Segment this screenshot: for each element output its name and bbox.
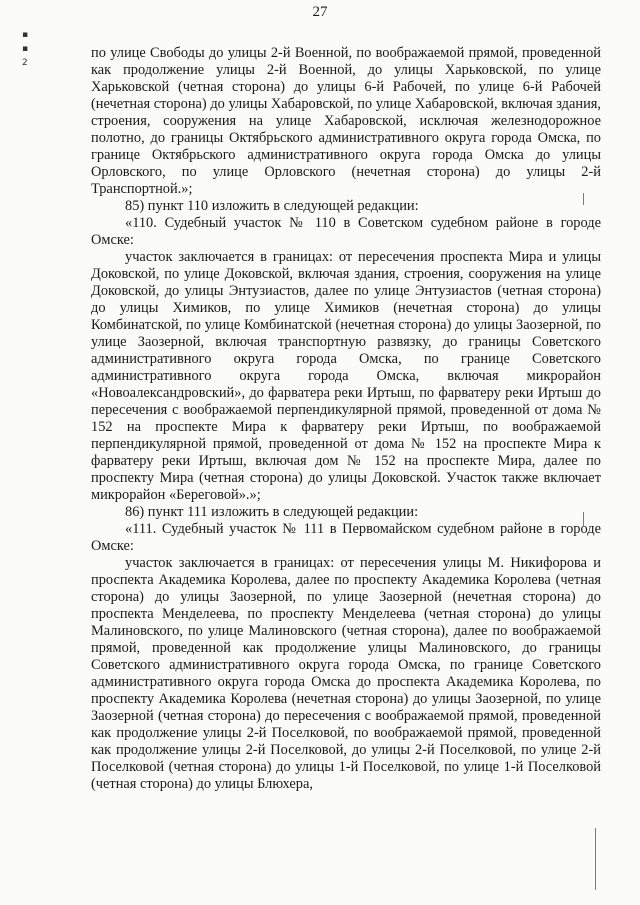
section-heading-110: «110. Судебный участок № 110 в Советском судебном районе в городе Омске: xyxy=(91,215,601,248)
amendment-item-86: 86) пункт 111 изложить в следующей редакции: xyxy=(125,504,419,520)
paragraph: по улице Свободы до улицы 2-й Военной, по воображаемой прямой, проведенной как продолжение улицы 2-й Военной, до улицы Харьковской, по улице Харьковской (четная сторона) до улицы 6-й Рабочей, по улице 6-й Рабочей (нечетная сторона) до улицы Хабаровской, по улице Хабаровской, включая здания, строения, сооружения на улице Хабаровской, исключая железнодорожное полотно, до границы Октябрьского административного округа города Омска, по границе Октябрьского административного округа города Омска до улицы Орловского, по улице Орловского (нечетная сторона) до улицы 2-й Транспортной.»; xyxy=(91,45,601,197)
amendment-item-85: 85) пункт 110 изложить в следующей редакции: xyxy=(125,198,419,214)
margin-mark: ▪ xyxy=(22,30,29,40)
margin-mark: 2 xyxy=(22,58,28,68)
paragraph: участок заключается в границах: от пересечения улицы М. Никифорова и проспекта Академика Королева, далее по проспекту Академика Королева (четная сторона) до улицы Заозерной, по улице Заозерной (нечетная сторона) до проспекта Менделеева, по проспекту Менделеева (четная сторона) до улицы Малиновского, по улице Малиновского (четная сторона), далее по воображаемой прямой, проведенной как продолжение улицы Малиновского, до границы Советского административного округа города Омска, по границе Советского административного округа города Омска до проспекта Академика Королева, по проспекту Академика Королева (нечетная сторона) до улицы Заозерной, по улице Заозерной (четная сторона) до пересечения с воображаемой прямой, проведенной как продолжение улицы 2-й Поселковой, по воображаемой прямой, проведенной как продолжение улицы 2-й Поселковой, до улицы 2-й Поселковой, по улице 2-й Поселковой (четная сторона) до улицы 1-й Поселковой, по улице 1-й Поселковой (четная сторона) до улицы Блюхера, xyxy=(91,555,601,792)
margin-rule xyxy=(595,828,596,890)
paragraph: участок заключается в границах: от пересечения проспекта Мира и улицы Доковской, по улице Доковской, включая здания, строения, сооружения на улице Доковской, до улицы Энтузиастов, далее по улице Энтузиастов (четная сторона) до улицы Химиков, по улице Химиков (нечетная сторона) до улицы Комбинатской, по улице Комбинатской (нечетная сторона) до улицы Заозерной, по улице Заозерной, включая транспортную развязку, до границы Советского административного округа города Омска, по границе Советского административного округа города Омска, включая микрорайон «Новоалександровский», до фарватера реки Иртыш, по фарватеру реки Иртыш до пересечения с воображаемой перпендикулярной прямой, проведенной от дома № 152 на проспекте Мира к фарватеру реки Иртыш, по воображаемой перпендикулярной прямой, проведенной от дома № 152 на проспекте Мира к фарватеру реки Иртыш, включая дом № 152 на проспекте Мира, далее по проспекту Мира (четная сторона) до улицы Доковской. Участок также включает микрорайон «Береговой».»; xyxy=(91,249,601,503)
page-number: 27 xyxy=(312,4,328,20)
section-heading-111: «111. Судебный участок № 111 в Первомайском судебном районе в городе Омске: xyxy=(91,521,601,554)
margin-mark: ▪ xyxy=(22,44,29,54)
document-body xyxy=(91,45,601,793)
